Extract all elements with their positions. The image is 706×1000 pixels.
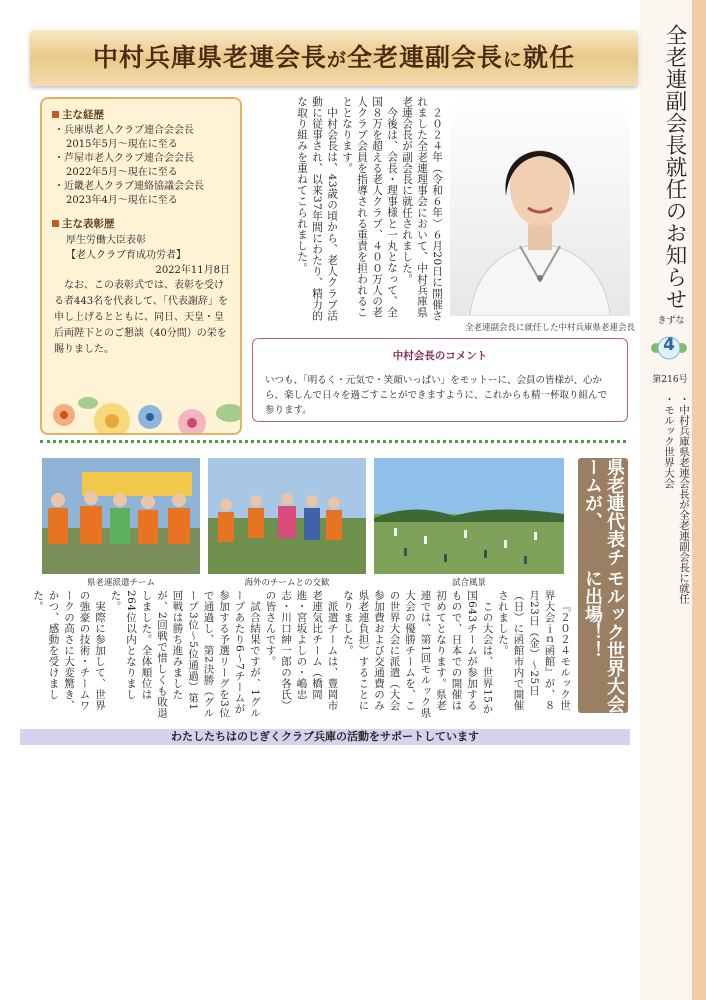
portrait-photo <box>450 96 630 316</box>
photo-caption: 海外のチームとの交歓 <box>244 578 330 588</box>
photo-caption: 全老連副会長に就任した中村兵庫県老連会長 <box>464 323 635 333</box>
match-photo <box>374 458 564 574</box>
photo-caption: 試合風景 <box>451 578 486 588</box>
photo-caption: 県老連派遣チーム <box>86 578 155 588</box>
award-title: 【老人クラブ育成功労者】 <box>66 250 186 261</box>
article-paragraph: 派遣チームは、豊岡市老連気比チーム（橋岡進・宮坂よしの・嶋忠志・川口紳一郎の各氏）の皆さんです。 <box>264 590 339 711</box>
footer-banner: わたしたちはのじぎくクラブ兵庫の活動をサポートしています <box>20 729 630 745</box>
article-paragraph: 中村会長は、43歳の頃から、老人クラブ活動に従事され、以来37年間にわたり、精力的な取り組みを重ねてこられました。 <box>296 96 338 322</box>
career-item-date: 2015年5月～現在に至る <box>66 139 178 150</box>
article-paragraph: この大会は、世界15か国643チームが参加するもので、日本での開催は初めてとなります。県老連では、第1回モルック県大会の優勝チームを、この世界大会に派遣（大会参加費および交通費のみ県老連負担）することになりました。 <box>342 590 494 719</box>
career-heading: 主な経歴 <box>52 107 240 122</box>
article-paragraph: 今後は、会長・理事様と一丸となって、全国８万を超える老人クラブ、４００万人の老人クラブ会員を指導される重責を担われることとなります。 <box>341 96 398 318</box>
page-title <box>30 30 638 88</box>
square-bullet-icon <box>52 111 59 118</box>
career-item-date: 2022年5月～現在に至る <box>66 167 178 178</box>
comment-text: いつも、「明るく・元気で・笑顔いっぱい」をモットーに、会員の皆様が、心から、楽しんで日々を過ごすことができますように、これからも精一杯取り組んで参ります。 <box>265 375 608 416</box>
issue-number: 第216号 <box>652 375 688 385</box>
award-heading: 主な表彰歴 <box>52 216 240 231</box>
career-item-title: ・兵庫県老人クラブ連合会会長 <box>54 125 194 136</box>
article-paragraph: 実際に参加して、世界の強豪の技術・チームワークの高さに大変驚き、かつ、感動を受けました。 <box>32 590 106 711</box>
comment-box <box>252 338 628 422</box>
section-title <box>578 458 628 713</box>
article-bottom <box>32 590 572 720</box>
article-paragraph: ２０２４年（令和６年）６月20日に開催されました全老連理事会において、中村兵庫県老連会長が副会長に就任されました。 <box>401 96 443 321</box>
contents-list <box>651 394 691 634</box>
sidebar-title: 全老連副会長就任のお知らせ <box>662 24 687 310</box>
contents-item: ・中村兵庫県老連会長が全老連副会長に就任 <box>678 394 690 604</box>
square-bullet-icon <box>52 220 59 227</box>
team-photo <box>42 458 200 574</box>
career-item-title: ・芦屋市老人クラブ連合会会長 <box>54 153 194 164</box>
page-number: 4 <box>663 335 675 355</box>
career-item-date: 2023年4月～現在に至る <box>66 195 178 206</box>
contents-item: ・モルック世界大会 <box>663 394 675 489</box>
title-part: が <box>326 49 347 71</box>
section-divider <box>40 440 626 443</box>
exchange-photo <box>208 458 366 574</box>
title-part: 中村兵庫県老連会長 <box>92 43 327 72</box>
article-paragraph: 試合結果ですが、1グループあたり6～7チームが参加する予選リーグを3位で通過し、第2決勝（グループ3位～5位通過）第1回戦は勝ち進みましたが、2回戦で惜しくも敗退しました。全体順位は264位以内となりました。 <box>109 590 261 719</box>
award-note: なお、この表彰式では、表彰を受ける者443名を代表して、「代表謝辞」を申し上げるとともに、同日、天皇・皇后両陛下とのご懇談（40分間）の栄を賜りました。 <box>54 280 228 355</box>
career-box <box>40 97 242 435</box>
article-paragraph: 『２０２４モルック世界大会ｉｎ函館』が、８月23日（金）～25日（日）に函館市内で開催されました。 <box>497 590 571 711</box>
newsletter-name: きずな <box>657 316 685 326</box>
title-part: 全老連副会長 <box>346 43 503 72</box>
comment-title: 中村会長のコメント <box>392 350 488 362</box>
award-date: 2022年11月8日 <box>155 265 230 276</box>
title-part: に <box>503 49 524 71</box>
article-top <box>242 96 444 328</box>
section-title-line: モルック世界大会に出場！！ <box>582 568 625 713</box>
title-part: 就任 <box>523 43 576 72</box>
section-title-line: 県老連代表チームが、 <box>582 458 625 566</box>
title-banner <box>30 30 638 86</box>
career-item-title: ・近畿老人クラブ連絡協議会会長 <box>54 181 204 192</box>
award-name: 厚生労働大臣表彰 <box>66 235 146 246</box>
flower-decoration-icon <box>42 373 240 433</box>
right-edge-accent <box>692 0 706 1000</box>
